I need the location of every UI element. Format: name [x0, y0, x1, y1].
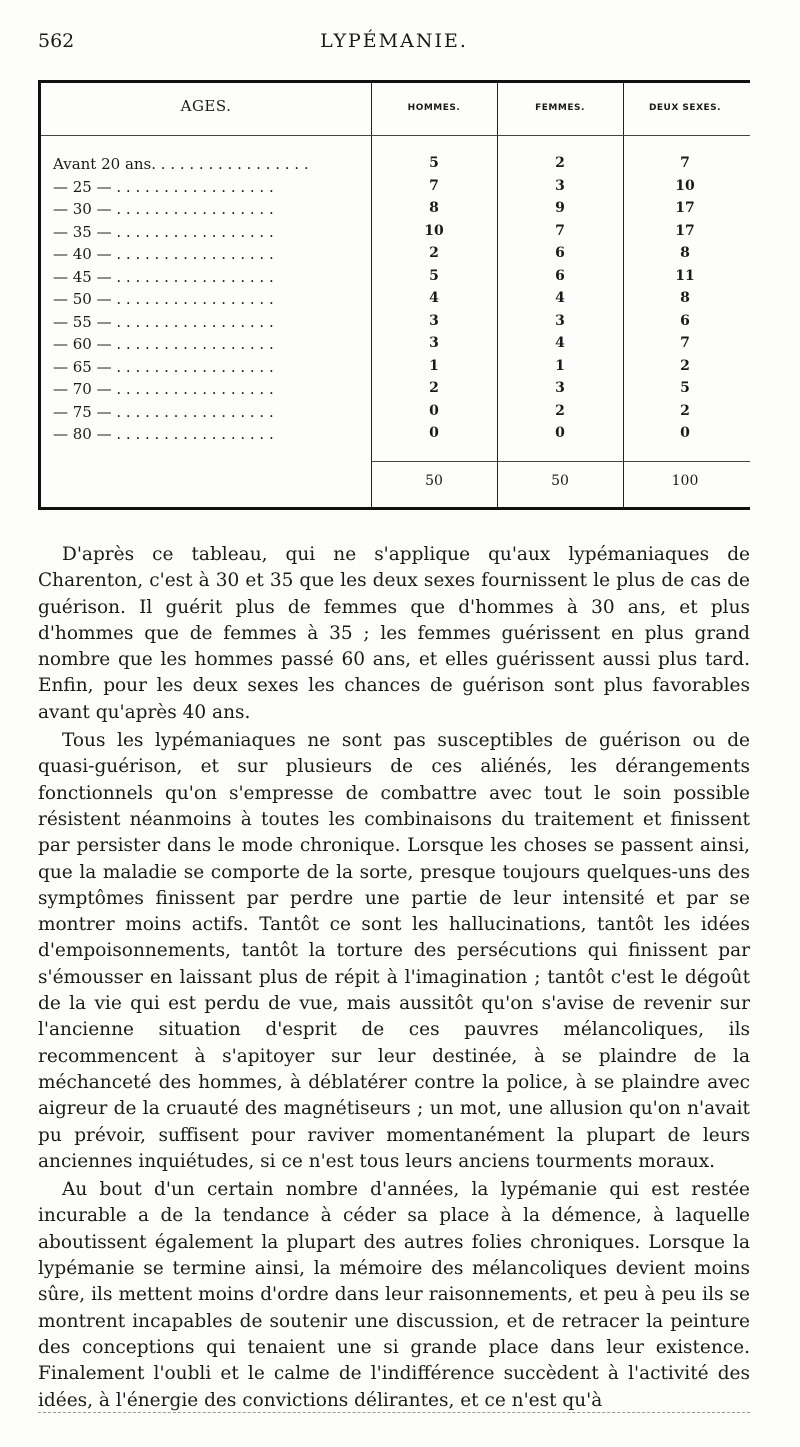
hommes-value: 7: [429, 177, 439, 194]
age-table: [38, 80, 750, 510]
deux-sexes-value: 6: [680, 312, 690, 329]
paragraph: D'après ce tableau, qui ne s'applique qu'aux lypémaniaques de Charenton, c'est à 30 et 35 que les deux sexes fournissent le plus de cas de guérison. Il guérit plus de femmes que d'hommes à 30 ans, et plus d'hommes que de femmes à 35 ; les femmes guérissent en plus grand nombre que les hommes passé 60 ans, et elles guérissent aussi plus tard. Enfin, pour les deux sexes les chances de guérison sont plus favorables avant qu'après 40 ans.: [38, 544, 750, 723]
femmes-value: 3: [555, 312, 565, 329]
femmes-value: 9: [555, 200, 565, 216]
footer-rule: [38, 1412, 750, 1413]
deux-sexes-value: 11: [675, 267, 695, 284]
deux-sexes-value: 2: [680, 357, 690, 374]
age-label: — 25 — . . . . . . . . . . . . . . . . .: [53, 177, 274, 196]
age-label: — 55 — . . . . . . . . . . . . . . . . .: [53, 312, 274, 331]
hommes-value: 8: [429, 200, 439, 216]
hommes-value: 2: [429, 245, 439, 261]
table-row: [41, 178, 747, 200]
femmes-value: 1: [555, 357, 565, 374]
femmes-value: 3: [555, 380, 565, 396]
femmes-value: 4: [555, 290, 565, 306]
age-label: — 45 — . . . . . . . . . . . . . . . . .: [53, 267, 274, 286]
deux-sexes-value: 5: [680, 380, 690, 396]
total-rule: [371, 461, 750, 462]
age-label: Avant 20 ans. . . . . . . . . . . . . . . . .: [53, 155, 309, 173]
paragraph: Au bout d'un certain nombre d'années, la lypémanie qui est restée incurable a de la tendance à céder sa place à la démence, à laquelle aboutissent également la plupart des autres folies chroniques. Lorsque la lypémanie se termine ainsi, la mémoire des mélancoliques devient moins sûre, ils mettent moins d'ordre dans leur raisonnements, et peu à peu ils se montrent incapables de soutenir une discussion, et de retracer la peinture des conceptions qui tenaient une si grande place dans leur existence. Finalement l'oubli et le calme de l'indifférence succèdent à l'activité des idées, à l'énergie des convictions délirantes, et ce n'est qu'à: [38, 1179, 750, 1411]
paragraph: Tous les lypémaniaques ne sont pas susceptibles de guérison ou de quasi-guérison, et sur plusieurs de ces aliénés, les dérangements fonctionnels qu'on s'empresse de combattre avec tout le soin possible résistent néanmoins à toutes les combinaisons du traitement et finissent par persister dans le mode chronique. Lorsque les choses se passent ainsi, que la maladie se comporte de la sorte, presque toujours quelques-uns des symptômes finissent par perdre une partie de leur intensité et par se montrer moins actifs. Tantôt ce sont les hallucinations, tantôt les idées d'empoisonnements, tantôt la torture des persécutions qui finissent par s'émousser en laissant plus de répit à l'imagination ; tantôt c'est le dégoût de la vie qui est perdu de vue, mais aussitôt qu'on s'avise de revenir sur l'ancienne situation d'esprit de ces pauvres mélancoliques, ils recommencent à s'apitoyer sur leur destinée, à se plaindre de la méchanceté des hommes, à déblatérer contre la police, à se plaindre avec aigreur de la cruauté des magnétiseurs ; un mot, une allusion qu'on n'avait pu prévoir, suffisent pour raviver momentanément la plupart de leurs anciennes inquiétudes, si ce n'est tous leurs anciens tourments moraux.: [38, 730, 750, 1172]
hommes-value: 10: [424, 222, 444, 239]
femmes-value: 4: [555, 335, 565, 351]
age-label: — 60 — . . . . . . . . . . . . . . . . .: [53, 335, 274, 353]
table-row: [41, 403, 747, 425]
hommes-value: 3: [429, 335, 439, 351]
deux-sexes-value: 8: [680, 245, 690, 261]
hommes-value: 0: [429, 402, 439, 419]
deux-sexes-value: 8: [680, 290, 690, 306]
total-femmes: 50: [551, 473, 569, 489]
table-row: [41, 268, 747, 290]
header-hommes: HOMMES.: [407, 103, 461, 113]
hommes-value: 1: [429, 357, 439, 374]
femmes-value: 2: [555, 155, 565, 171]
header-rule: [41, 135, 750, 136]
deux-sexes-value: 10: [675, 177, 695, 194]
deux-sexes-value: 7: [680, 335, 690, 351]
table-row: [41, 245, 747, 267]
hommes-value: 5: [429, 267, 439, 284]
table-row: [41, 223, 747, 245]
running-title: LYPÉMANIE.: [320, 30, 468, 52]
header-femmes: FEMMES.: [535, 103, 585, 113]
age-label: — 65 — . . . . . . . . . . . . . . . . .: [53, 357, 274, 376]
femmes-value: 2: [555, 402, 565, 419]
hommes-value: 3: [429, 312, 439, 329]
age-label: — 70 — . . . . . . . . . . . . . . . . .: [53, 380, 274, 398]
table-row: [41, 425, 747, 447]
table-row: [41, 313, 747, 335]
page-number: 562: [38, 30, 75, 52]
total-hommes: 50: [425, 473, 443, 489]
hommes-value: 2: [429, 380, 439, 396]
deux-sexes-value: 2: [680, 402, 690, 419]
age-label: — 40 — . . . . . . . . . . . . . . . . .: [53, 245, 274, 263]
age-label: — 75 — . . . . . . . . . . . . . . . . .: [53, 402, 274, 421]
body-text: [38, 542, 750, 1416]
hommes-value: 4: [429, 290, 439, 306]
deux-sexes-value: 17: [675, 222, 695, 239]
total-deux-sexes: 100: [671, 473, 699, 489]
table-row: [41, 335, 747, 357]
age-label: — 35 — . . . . . . . . . . . . . . . . .: [53, 222, 274, 241]
header-ages: AGES.: [180, 97, 232, 115]
femmes-value: 3: [555, 177, 565, 194]
femmes-value: 6: [555, 267, 565, 284]
page-header: [38, 30, 750, 56]
deux-sexes-value: 7: [680, 155, 690, 171]
table-row: [41, 290, 747, 312]
hommes-value: 5: [429, 155, 439, 171]
age-label: — 80 — . . . . . . . . . . . . . . . . .: [53, 425, 274, 443]
deux-sexes-value: 17: [675, 200, 695, 216]
table-row: [41, 358, 747, 380]
femmes-value: 6: [555, 245, 565, 261]
femmes-value: 0: [555, 425, 565, 441]
age-label: — 50 — . . . . . . . . . . . . . . . . .: [53, 290, 274, 308]
femmes-value: 7: [555, 222, 565, 239]
table-row: [41, 380, 747, 402]
hommes-value: 0: [429, 425, 439, 441]
age-label: — 30 — . . . . . . . . . . . . . . . . .: [53, 200, 274, 218]
table-row: [41, 200, 747, 222]
table-row: [41, 155, 747, 177]
deux-sexes-value: 0: [680, 425, 690, 441]
header-deux-sexes: DEUX SEXES.: [648, 103, 722, 113]
